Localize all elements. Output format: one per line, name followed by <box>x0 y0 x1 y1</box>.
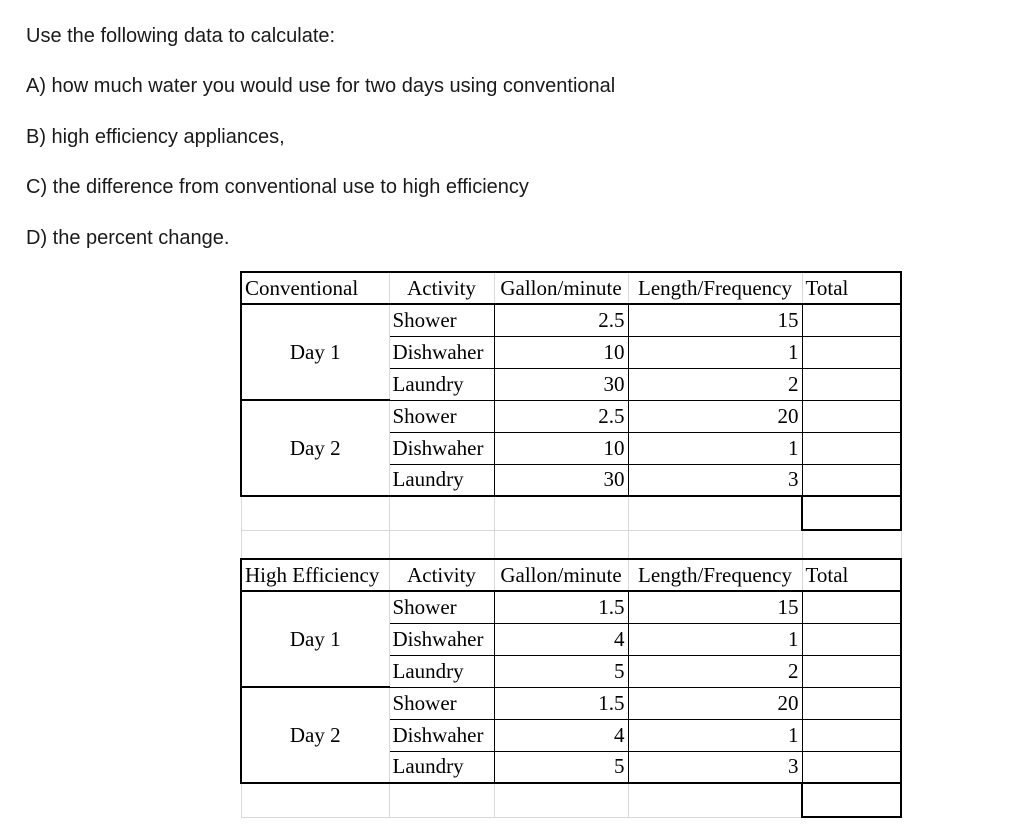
empty-cell <box>628 496 802 530</box>
activity-cell: Laundry <box>389 464 494 496</box>
gallon-cell: 1.5 <box>494 687 628 719</box>
frequency-cell: 15 <box>628 304 802 336</box>
gallon-cell: 30 <box>494 464 628 496</box>
total-cell[interactable] <box>802 687 901 719</box>
frequency-cell: 3 <box>628 464 802 496</box>
table-header-row <box>241 272 901 304</box>
empty-cell <box>802 530 901 561</box>
total-cell[interactable] <box>802 432 901 464</box>
table-row <box>241 400 901 432</box>
frequency-cell: 3 <box>628 751 802 783</box>
total-cell[interactable] <box>802 400 901 432</box>
activity-cell: Laundry <box>389 655 494 687</box>
empty-cell <box>241 530 389 561</box>
header-cell-section: High Efficiency <box>241 559 389 591</box>
table-row <box>241 304 901 336</box>
frequency-cell: 1 <box>628 719 802 751</box>
gallon-cell: 10 <box>494 432 628 464</box>
gallon-cell: 4 <box>494 719 628 751</box>
frequency-cell: 1 <box>628 623 802 655</box>
total-cell[interactable] <box>802 655 901 687</box>
empty-cell <box>389 530 494 561</box>
header-cell-section: Conventional <box>241 272 389 304</box>
conventional-table <box>240 271 902 561</box>
question-d: D) the percent change. <box>26 227 230 249</box>
frequency-cell: 15 <box>628 591 802 623</box>
empty-cell <box>628 530 802 561</box>
gallon-cell: 30 <box>494 368 628 400</box>
grand-total-cell[interactable] <box>802 783 901 817</box>
header-cell-total: Total <box>802 272 901 304</box>
total-cell[interactable] <box>802 304 901 336</box>
table-header-row <box>241 559 901 591</box>
activity-cell: Shower <box>389 591 494 623</box>
activity-cell: Dishwaher <box>389 336 494 368</box>
gallon-cell: 4 <box>494 623 628 655</box>
empty-cell <box>241 496 389 530</box>
total-cell[interactable] <box>802 336 901 368</box>
header-cell-total: Total <box>802 559 901 591</box>
gallon-cell: 2.5 <box>494 304 628 336</box>
header-cell-gallon-minute: Gallon/minute <box>494 559 628 591</box>
day-label: Day 2 <box>241 400 389 496</box>
question-a: A) how much water you would use for two days using conventional <box>26 75 616 97</box>
empty-cell <box>494 496 628 530</box>
frequency-cell: 1 <box>628 432 802 464</box>
frequency-cell: 2 <box>628 368 802 400</box>
table-row <box>241 591 901 623</box>
empty-cell <box>241 783 389 817</box>
activity-cell: Laundry <box>389 751 494 783</box>
table-row <box>241 687 901 719</box>
activity-cell: Laundry <box>389 368 494 400</box>
empty-cell <box>494 783 628 817</box>
total-cell[interactable] <box>802 368 901 400</box>
activity-cell: Dishwaher <box>389 719 494 751</box>
gallon-cell: 1.5 <box>494 591 628 623</box>
header-cell-gallon-minute: Gallon/minute <box>494 272 628 304</box>
gallon-cell: 2.5 <box>494 400 628 432</box>
activity-cell: Shower <box>389 400 494 432</box>
question-c: C) the difference from conventional use to high efficiency <box>26 176 529 198</box>
frequency-cell: 20 <box>628 400 802 432</box>
empty-cell <box>389 783 494 817</box>
day-label: Day 2 <box>241 687 389 783</box>
question-b: B) high efficiency appliances, <box>26 126 285 148</box>
grand-total-row <box>241 496 901 530</box>
spacer-row <box>241 530 901 561</box>
day-label: Day 1 <box>241 304 389 400</box>
total-cell[interactable] <box>802 623 901 655</box>
activity-cell: Shower <box>389 687 494 719</box>
empty-cell <box>628 783 802 817</box>
instruction-text: Use the following data to calculate: <box>26 25 336 47</box>
activity-cell: Dishwaher <box>389 623 494 655</box>
gallon-cell: 10 <box>494 336 628 368</box>
frequency-cell: 2 <box>628 655 802 687</box>
grand-total-cell[interactable] <box>802 496 901 530</box>
empty-cell <box>494 530 628 561</box>
activity-cell: Dishwaher <box>389 432 494 464</box>
high-efficiency-table <box>240 558 902 818</box>
total-cell[interactable] <box>802 591 901 623</box>
total-cell[interactable] <box>802 719 901 751</box>
grand-total-row <box>241 783 901 817</box>
day-label: Day 1 <box>241 591 389 687</box>
header-cell-length-frequency: Length/Frequency <box>628 272 802 304</box>
total-cell[interactable] <box>802 464 901 496</box>
empty-cell <box>389 496 494 530</box>
header-cell-activity: Activity <box>389 559 494 591</box>
frequency-cell: 20 <box>628 687 802 719</box>
frequency-cell: 1 <box>628 336 802 368</box>
activity-cell: Shower <box>389 304 494 336</box>
header-cell-activity: Activity <box>389 272 494 304</box>
gallon-cell: 5 <box>494 655 628 687</box>
total-cell[interactable] <box>802 751 901 783</box>
gallon-cell: 5 <box>494 751 628 783</box>
header-cell-length-frequency: Length/Frequency <box>628 559 802 591</box>
